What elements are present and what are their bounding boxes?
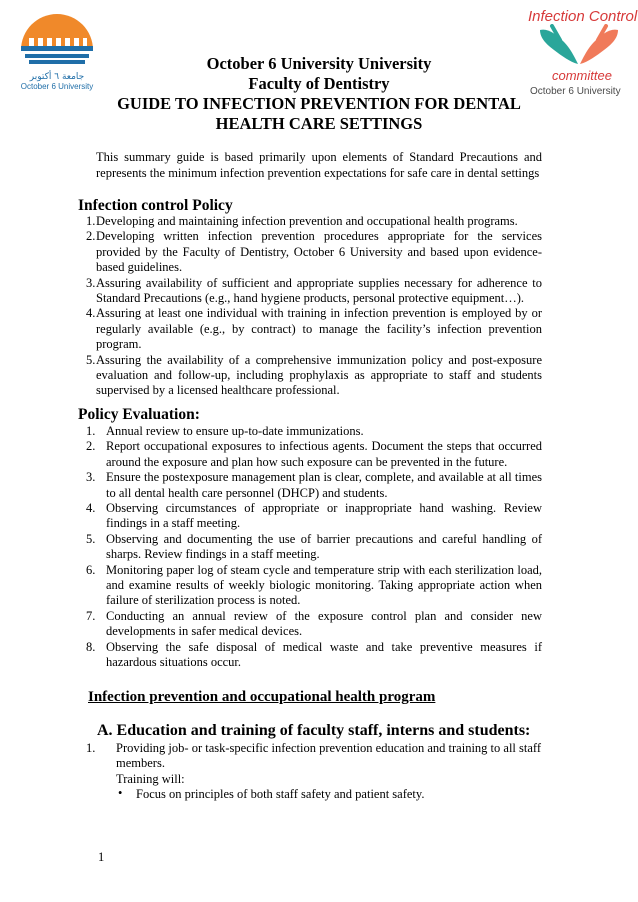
list-item: [78, 229, 542, 275]
program-heading: Infection prevention and occupational health program: [88, 689, 436, 705]
item-number: 4.: [86, 306, 96, 321]
item-text: Observing and documenting the use of barrier precautions and careful handling of sharps. Review findings in a staff meeting.: [106, 531, 542, 562]
item-number: 3.: [86, 470, 96, 485]
item-text: Conducting an annual review of the exposure control plan and consider new developments in safer medical devices.: [106, 608, 542, 639]
item-text: Ensure the postexposure management plan is clear, complete, and available at all times to all dental health care personnel (DHCP) and students.: [106, 470, 542, 500]
item-number: 1.: [86, 424, 96, 438]
logo-english-name: October 6 University: [20, 82, 94, 91]
list-item: [78, 609, 542, 640]
header-faculty: Faculty of Dentistry: [248, 74, 390, 93]
header-guide-title-line1: GUIDE TO INFECTION PREVENTION FOR DENTAL: [117, 94, 521, 113]
program-item-text: Providing job- or task-specific infection prevention education and training to all staff members.: [116, 741, 541, 771]
item-number: 5.: [86, 352, 96, 367]
item-number: 1.: [86, 214, 96, 228]
logo-committee-label: committee: [552, 68, 612, 83]
list-item: [78, 532, 542, 563]
list-item: [78, 276, 542, 307]
education-subheading: A. Education and training of faculty staff, interns and students:: [97, 722, 531, 739]
intro-paragraph: This summary guide is based primarily upon elements of Standard Precautions and represents the minimum infection prevention expectations for safe care in dental settings: [96, 150, 542, 180]
list-item: [78, 470, 542, 501]
policy-list: [78, 214, 542, 399]
program-item-number: 1.: [86, 741, 96, 755]
item-number: 3.: [86, 275, 96, 290]
policy-heading: Infection control Policy: [78, 197, 233, 214]
list-item: [78, 501, 542, 532]
item-number: 8.: [86, 639, 96, 654]
item-text: Report occupational exposures to infectious agents. Document the steps that occurred around the exposure and plan how such exposure can be prevented in the future.: [106, 439, 542, 469]
item-text: Monitoring paper log of steam cycle and temperature strip with each sterilization load, and examine results of weekly biologic monitoring. Taking appropriate action when failure of sterilization process is noted.: [106, 562, 542, 608]
training-will-label: Training will:: [116, 772, 185, 786]
item-text: Assuring the availability of a comprehensive immunization policy and post-exposure evaluation and follow-up, including prophylaxis as appropriate to staff and students supervised by a licensed healthcare professional.: [96, 352, 542, 398]
university-emblem-icon: [11, 2, 103, 72]
item-text: Observing the safe disposal of medical waste and take preventive measures if hazardous situations occur.: [106, 639, 542, 670]
hands-icon: [534, 24, 624, 68]
list-item: [78, 353, 542, 399]
logo-infection-control-title: Infection Control: [528, 8, 638, 25]
evaluation-list: [78, 424, 542, 671]
item-text: Annual review to ensure up-to-date immunizations.: [106, 424, 364, 438]
bullet-icon: •: [118, 786, 123, 800]
item-number: 4.: [86, 501, 96, 516]
item-number: 2.: [86, 439, 96, 454]
header-university: October 6 University University: [206, 54, 432, 73]
infection-control-logo: [524, 6, 638, 98]
list-item: [78, 424, 542, 439]
header-guide-title-line2: HEALTH CARE SETTINGS: [215, 114, 423, 133]
item-number: 6.: [86, 562, 96, 577]
list-item: [78, 306, 542, 352]
item-number: 7.: [86, 608, 96, 623]
item-text: Assuring availability of sufficient and appropriate supplies necessary for adherence to Standard Precautions (e.g., hand hygiene products, personal protective equipment…).: [96, 275, 542, 306]
list-item: [78, 640, 542, 671]
item-text: Assuring at least one individual with training in infection prevention is employed by or regularly available (e.g., by contract) to manage the facility’s infection prevention program.: [96, 306, 542, 352]
list-item: [78, 214, 542, 229]
logo-university-label: October 6 University: [530, 86, 621, 97]
evaluation-heading: Policy Evaluation:: [78, 406, 200, 423]
item-text: Observing circumstances of appropriate or inappropriate hand washing. Review findings in a staff meeting.: [106, 501, 542, 531]
item-text: Developing written infection prevention procedures appropriate for the services provided by the Faculty of Dentistry, October 6 University and based upon evidence-based guidelines.: [96, 229, 542, 275]
item-text: Developing and maintaining infection prevention and occupational health programs.: [96, 214, 518, 228]
page-number: 1: [98, 850, 105, 864]
item-number: 2.: [86, 229, 96, 244]
list-item: [78, 439, 542, 470]
university-logo: [11, 2, 103, 94]
logo-arabic-name: جامعة ٦ أكتوبر: [29, 72, 85, 82]
list-item: [78, 563, 542, 609]
bullet-text: Focus on principles of both staff safety and patient safety.: [136, 787, 425, 801]
item-number: 5.: [86, 531, 96, 546]
